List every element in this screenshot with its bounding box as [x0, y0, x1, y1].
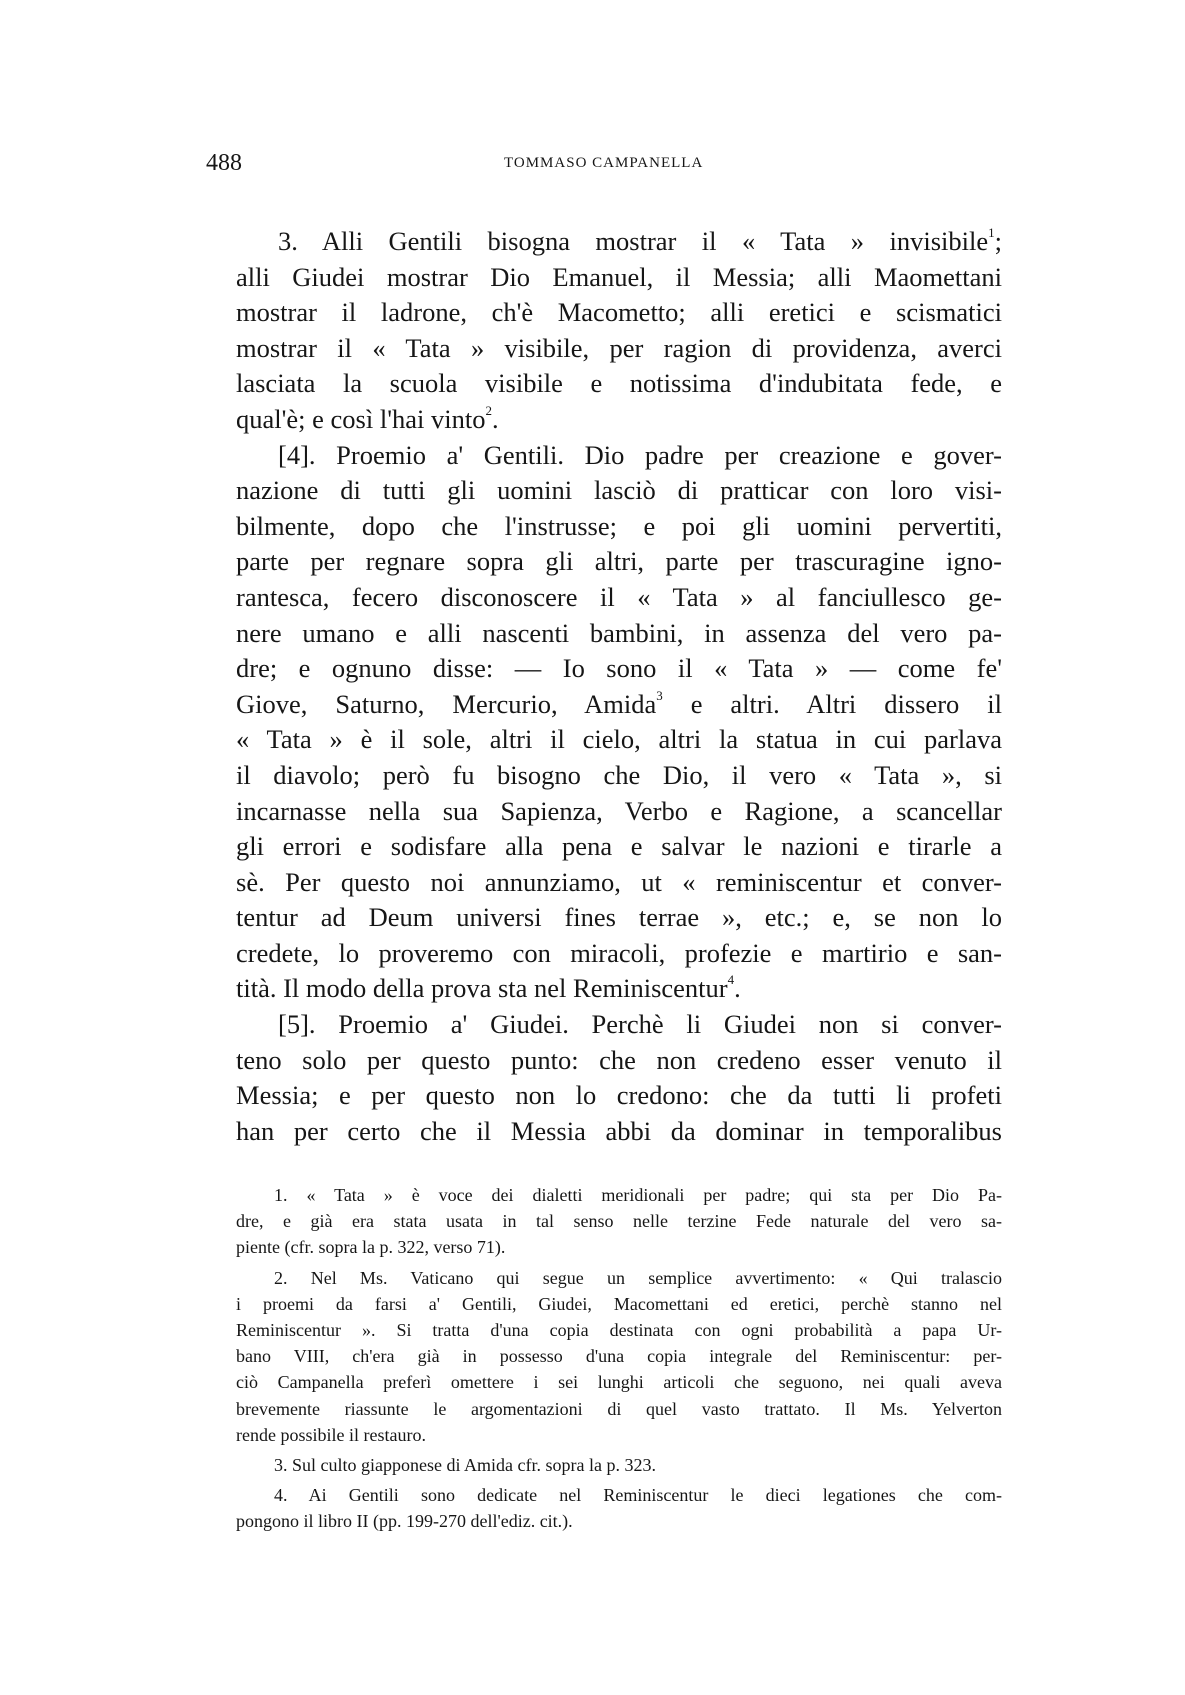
body-line: nere umano e alli nascenti bambini, in assenza del vero pa-	[236, 617, 1002, 648]
footnote	[236, 1452, 1002, 1478]
footnote	[236, 1182, 1002, 1261]
footnote-line: i proemi da farsi a' Gentili, Giudei, Macomettani ed eretici, perchè stanno nel	[236, 1293, 1002, 1314]
footnote-ref: 4	[727, 972, 735, 988]
body-line: gli errori e sodisfare alla pena e salvar le nazioni e tirarle a	[236, 831, 1002, 862]
body-line: Giove, Saturno, Mercurio, Amida$^3$ e altri. Altri dissero il	[236, 687, 1002, 719]
body-line: nazione di tutti gli uomini lasciò di pratticar con loro visi-	[236, 475, 1002, 506]
body-line: [5]. Proemio a' Giudei. Perchè li Giudei non si conver-	[278, 1009, 1002, 1040]
body-line: [4]. Proemio a' Gentili. Dio padre per creazione e gover-	[278, 439, 1002, 470]
body-line: teno solo per questo punto: che non credeno esser venuto il	[236, 1044, 1002, 1075]
footnote-ref: 1	[988, 225, 995, 240]
footnotes	[236, 1182, 1002, 1538]
footnote-line: bano VIII, ch'era già in possesso d'una copia integrale del Reminiscentur: per-	[236, 1346, 1002, 1367]
footnote-line: ciò Campanella preferì omettere i sei lunghi articoli che seguono, nei quali aveva	[236, 1372, 1002, 1393]
body-line: 3. Alli Gentili bisogna mostrar il « Tata » invisibile$^1$;	[278, 225, 1002, 256]
footnote-line: brevemente riassunte le argomentazioni di quel vasto trattato. Il Ms. Yelverton	[236, 1398, 1002, 1419]
body-line: lasciata la scuola visibile e notissima d'indubitata fede, e	[236, 368, 1002, 399]
body-line: il diavolo; però fu bisogno che Dio, il vero « Tata », si	[236, 759, 1002, 790]
body-line: alli Giudei mostrar Dio Emanuel, il Messia; alli Maomettani	[236, 261, 1002, 292]
footnote	[236, 1482, 1002, 1534]
footnote-line: rende possibile il restauro.	[236, 1424, 426, 1445]
body-line: rantesca, fecero disconoscere il « Tata » al fanciullesco ge-	[236, 581, 1002, 612]
footnote-line: 4. Ai Gentili sono dedicate nel Reminiscentur le dieci legationes che com-	[274, 1485, 1002, 1506]
body-line: han per certo che il Messia abbi da dominar in temporalibus	[236, 1115, 1002, 1146]
body-line: bilmente, dopo che l'instrusse; e poi gli uomini pervertiti,	[236, 510, 1002, 541]
footnote	[236, 1265, 1002, 1448]
footnote-line: 2. Nel Ms. Vaticano qui segue un semplice avvertimento: « Qui tralascio	[274, 1267, 1002, 1288]
body-line: mostrar il « Tata » visibile, per ragion di providenza, averci	[236, 332, 1002, 363]
body-line: credete, lo proveremo con miracoli, profezie e martirio e san-	[236, 937, 1002, 968]
footnote-line: Reminiscentur ». Si tratta d'una copia destinata con ogni probabilità a papa Ur-	[236, 1319, 1002, 1340]
body-line: Messia; e per questo non lo credono: che da tutti li profeti	[236, 1080, 1002, 1111]
running-title: TOMMASO CAMPANELLA	[504, 155, 704, 171]
footnote-line: piente (cfr. sopra la p. 322, verso 71).	[236, 1237, 506, 1258]
body-line: parte per regnare sopra gli altri, parte per trascuragine igno-	[236, 546, 1002, 577]
footnote-ref: 3	[656, 687, 663, 703]
footnote-line: dre, e già era stata usata in tal senso nelle terzine Fede naturale del vero sa-	[236, 1211, 1002, 1232]
body-line: tità. Il modo della prova sta nel Reminiscentur$^4$.	[236, 972, 741, 1004]
body-line: « Tata » è il sole, altri il cielo, altri la statua in cui parlava	[236, 724, 1002, 755]
page-number: 488	[206, 150, 242, 176]
footnote-line: pongono il libro II (pp. 199-270 dell'ediz. cit.).	[236, 1511, 573, 1532]
body-line: incarnasse nella sua Sapienza, Verbo e Ragione, a scancellar	[236, 795, 1002, 826]
body-line: sè. Per questo noi annunziamo, ut « reminiscentur et conver-	[236, 866, 1002, 897]
footnote-ref: 2	[485, 402, 492, 418]
footnote-line: 1. « Tata » è voce dei dialetti meridionali per padre; qui sta per Dio Pa-	[274, 1185, 1002, 1205]
body-line: qual'è; e così l'hai vinto$^2$.	[236, 402, 499, 434]
footnote-line: 3. Sul culto giapponese di Amida cfr. sopra la p. 323.	[274, 1454, 656, 1475]
main-text	[236, 224, 1002, 1149]
body-line: tentur ad Deum universi fines terrae », etc.; e, se non lo	[236, 902, 1002, 933]
body-line: mostrar il ladrone, ch'è Macometto; alli eretici e scismatici	[236, 297, 1002, 328]
body-line: dre; e ognuno disse: — Io sono il « Tata » — come fe'	[236, 653, 1002, 684]
